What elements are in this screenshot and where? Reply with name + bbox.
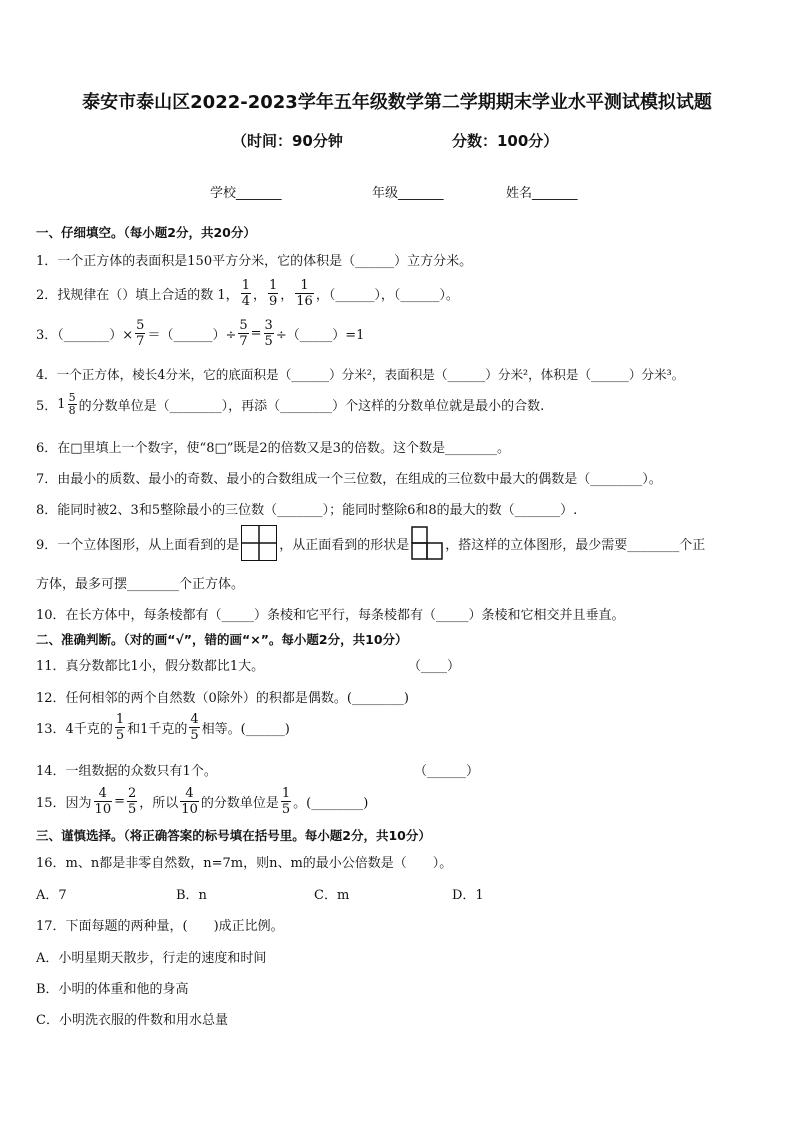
q5-text-a: 5． bbox=[36, 399, 58, 414]
exam-title: 泰安市泰山区2022-2023学年五年级数学第二学期期末学业水平测试模拟试题 bbox=[82, 92, 712, 113]
q13-text-b: 和1千克的 bbox=[127, 722, 188, 737]
q15-text-d: 的分数单位是 bbox=[200, 796, 279, 811]
question-10: 10．在长方体中，每条棱都有（_____）条棱和它平行，每条棱都有（_____）条棱和它相交并且垂直。 bbox=[36, 608, 625, 623]
question-12: 12．任何相邻的两个自然数（0除外）的积都是偶数。(________) bbox=[36, 691, 409, 706]
question-14-blank: （______） bbox=[414, 764, 480, 779]
q9-text-a: 9．一个立体图形，从上面看到的是 bbox=[36, 537, 240, 553]
q16-option-b: B．n bbox=[176, 888, 207, 903]
q3-fraction-2: $\frac{5}{7}$ bbox=[239, 318, 248, 349]
q15-fraction-4: $\frac{1}{5}$ bbox=[281, 786, 291, 817]
q3-fraction-3: $\frac{3}{5}$ bbox=[264, 318, 273, 349]
q5-text-b: 的分数单位是（________），再添（________）个这样的分数单位就是最小的合数. bbox=[78, 399, 545, 414]
q5-mixed-number: 1 $\frac{5}{8}$ bbox=[57, 391, 76, 417]
q13-text-a: 13．4千克的 bbox=[36, 722, 113, 737]
name-field: 姓名_______ bbox=[506, 186, 578, 201]
q15-fraction-2: $\frac{2}{5}$ bbox=[128, 786, 137, 817]
q15-text-c: ，所以 bbox=[139, 796, 179, 811]
question-2 bbox=[36, 278, 459, 309]
q16-option-c: C．m bbox=[314, 888, 350, 903]
question-6: 6．在□里填上一个数字，使“8□”既是2的倍数又是3的倍数。这个数是________。 bbox=[36, 441, 510, 456]
q9-text-c: ，搭这样的立体图形，最少需要________个正 bbox=[445, 537, 706, 553]
q2-text-b: ， bbox=[252, 288, 266, 303]
q15-fraction-3: $\frac{4}{10}$ bbox=[181, 786, 198, 817]
question-7: 7．由最小的质数、最小的奇数、最小的合数组成一个三位数，在组成的三位数中最大的偶数是（________）。 bbox=[36, 472, 662, 487]
q16-option-d: D．1 bbox=[452, 888, 484, 903]
question-11-blank: （____） bbox=[408, 659, 461, 674]
question-5 bbox=[36, 392, 544, 417]
q2-text-a: 2．找规律在（）填上合适的数 1， bbox=[36, 288, 239, 303]
question-11: 11．真分数都比1小，假分数都比1大。 bbox=[36, 659, 265, 674]
exam-score: 分数：100分） bbox=[452, 132, 559, 150]
section-2-heading: 二、准确判断。（对的画“√”，错的画“×”。每小题2分，共10分） bbox=[36, 632, 408, 647]
q15-text-e: 。(________) bbox=[293, 796, 369, 811]
front-view-shape-icon bbox=[411, 526, 443, 560]
q15-fraction-1: $\frac{4}{10}$ bbox=[94, 786, 112, 817]
q2-text-d: ，（______），（______）。 bbox=[315, 288, 459, 303]
question-9-cont: 方体，最多可摆________个正方体。 bbox=[36, 577, 245, 592]
q17-option-a: A．小明星期天散步，行走的速度和时间 bbox=[36, 951, 267, 966]
q13-fraction-1: $\frac{1}{5}$ bbox=[115, 712, 125, 743]
question-17: 17．下面每题的两种量，( )成正比例。 bbox=[36, 919, 284, 934]
q16-option-a: A．7 bbox=[36, 888, 67, 903]
q2-fraction-1: $\frac{1}{4}$ bbox=[241, 278, 250, 309]
q2-fraction-3: $\frac{1}{16}$ bbox=[296, 278, 313, 309]
exam-time: （时间：90分钟 bbox=[232, 132, 343, 150]
top-view-grid-icon bbox=[241, 525, 277, 561]
q3-text-b: ＝（______）÷ bbox=[147, 328, 237, 343]
section-3-heading: 三、谨慎选择。（将正确答案的标号填在括号里。每小题2分，共10分） bbox=[36, 828, 431, 843]
q13-text-c: 相等。(______) bbox=[201, 722, 290, 737]
school-field: 学校_______ bbox=[210, 186, 282, 201]
q3-text-c: = bbox=[250, 326, 262, 341]
q3-text-d: ÷（_____）=1 bbox=[275, 328, 365, 343]
question-16: 16．m、n都是非零自然数，n=7m，则n、m的最小公倍数是（ ）。 bbox=[36, 856, 453, 871]
question-4: 4．一个正方体，棱长4分米，它的底面积是（______）分米²，表面积是（______）分米²，体积是（______）分米³。 bbox=[36, 367, 685, 382]
question-15 bbox=[36, 786, 368, 817]
question-9 bbox=[36, 525, 705, 561]
q2-fraction-2: $\frac{1}{9}$ bbox=[268, 278, 278, 309]
q3-text-a: 3．（_______）× bbox=[36, 328, 134, 343]
q13-fraction-2: $\frac{4}{5}$ bbox=[190, 712, 199, 743]
question-1: 1．一个正方体的表面积是150平方分米，它的体积是（______）立方分米。 bbox=[36, 254, 473, 269]
q3-fraction-1: $\frac{5}{7}$ bbox=[136, 318, 145, 349]
q17-option-c: C．小明洗衣服的件数和用水总量 bbox=[36, 1013, 228, 1028]
q9-text-b: ，从正面看到的形状是 bbox=[279, 537, 410, 553]
q17-option-b: B．小明的体重和他的身高 bbox=[36, 982, 189, 997]
q15-text-b: = bbox=[114, 794, 125, 809]
question-14: 14．一组数据的众数只有1个。 bbox=[36, 764, 217, 779]
q2-text-c: ， bbox=[280, 288, 294, 303]
question-3 bbox=[36, 318, 364, 349]
question-13 bbox=[36, 712, 290, 743]
grade-field: 年级_______ bbox=[372, 186, 444, 201]
question-8: 8．能同时被2、3和5整除最小的三位数（_______）；能同时整除6和8的最大的数（_______）. bbox=[36, 503, 578, 518]
q15-text-a: 15．因为 bbox=[36, 796, 92, 811]
section-1-heading: 一、仔细填空。（每小题2分，共20分） bbox=[36, 225, 256, 240]
